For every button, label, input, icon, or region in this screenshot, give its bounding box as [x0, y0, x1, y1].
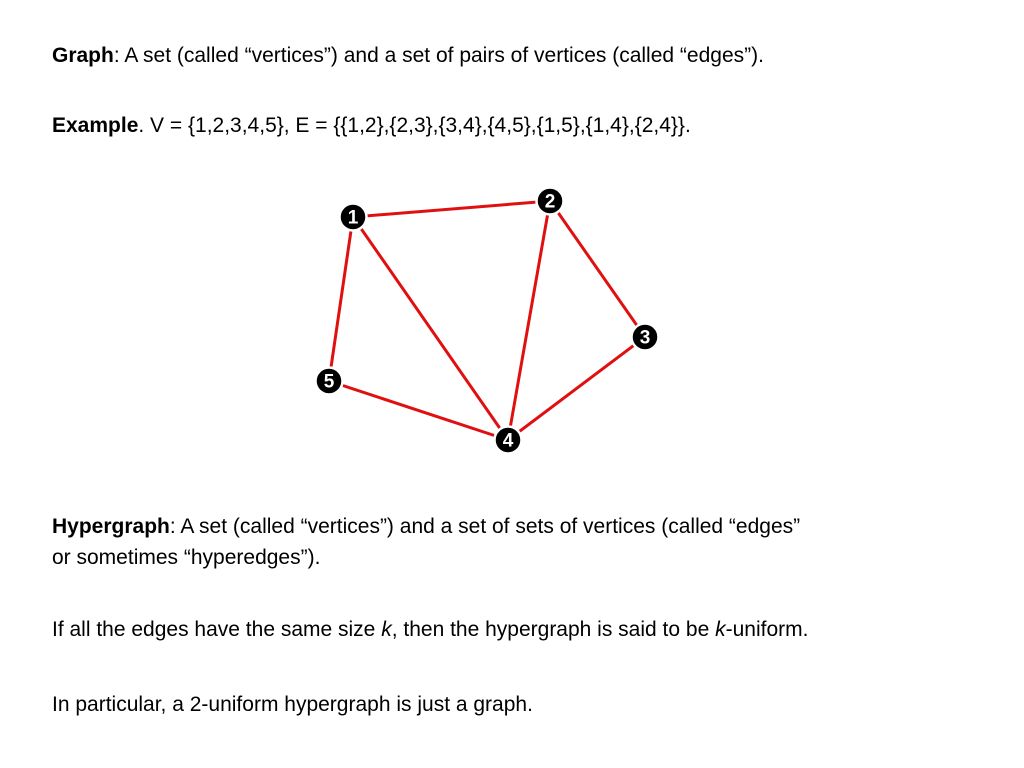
k-variable: k [715, 618, 726, 641]
edge-1-5 [329, 217, 353, 381]
hypergraph-definition-continued [52, 543, 320, 573]
vertex-1 [340, 204, 367, 231]
graph-vertices [316, 188, 659, 454]
uniform-text-1: If all the edges have the same size [52, 618, 382, 641]
graph-term: Graph [52, 44, 114, 67]
hypergraph-term: Hypergraph [52, 515, 170, 538]
edge-2-3 [550, 201, 645, 337]
edge-3-4 [508, 337, 645, 440]
vertex-label: 5 [323, 371, 335, 393]
vertex-label: 3 [639, 327, 651, 349]
vertex-5 [316, 368, 343, 395]
vertex-label: 4 [502, 430, 514, 452]
edge-4-5 [329, 381, 508, 440]
uniform-text-2: , then the hypergraph is said to be [391, 618, 716, 641]
vertex-4 [495, 427, 522, 454]
vertex-label: 1 [347, 207, 359, 229]
vertex-2 [537, 188, 564, 215]
hypergraph-definition-text-2: or sometimes “hyperedges”). [52, 546, 321, 569]
vertex-label: 2 [544, 191, 556, 213]
k-variable: k [381, 618, 392, 641]
uniform-text-3: -uniform. [725, 618, 809, 641]
example-text: . V = {1,2,3,4,5}, E = {{1,2},{2,3},{3,4},{4,5},{1,5},{1,4},{2,4}}. [138, 114, 691, 137]
edge-2-4 [508, 201, 550, 440]
graph-definition-text: : A set (called “vertices”) and a set of pairs of vertices (called “edges”). [113, 44, 764, 67]
vertex-3 [632, 324, 659, 351]
edge-1-4 [353, 217, 508, 440]
graph-edges [329, 201, 645, 440]
k-uniform-statement [52, 615, 808, 645]
hypergraph-definition [52, 512, 800, 542]
example-term: Example [52, 114, 139, 137]
hypergraph-definition-text: : A set (called “vertices”) and a set of sets of vertices (called “edges” [169, 515, 801, 538]
particular-statement: In particular, a 2-uniform hypergraph is just a graph. [52, 693, 533, 716]
edge-1-2 [353, 201, 550, 217]
